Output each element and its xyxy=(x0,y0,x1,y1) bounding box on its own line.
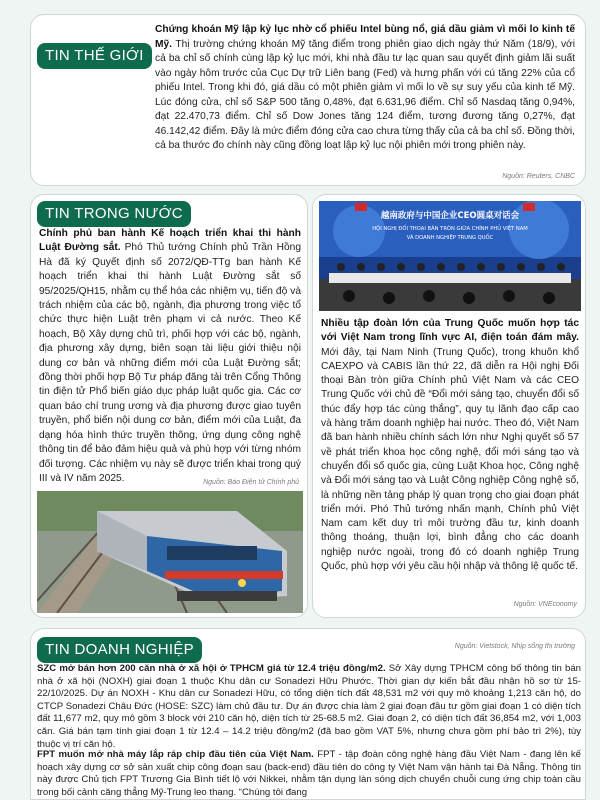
china-news-headline: Nhiều tập đoàn lớn của Trung Quốc muốn hợp tác với Việt Nam trong lĩnh vực AI, điện toán đám mây. xyxy=(321,318,579,344)
world-news-label: TIN THẾ GIỚI xyxy=(37,43,152,69)
china-news-source: Nguồn: VNEconomy xyxy=(513,601,577,608)
train-photo xyxy=(37,491,303,613)
business-news-card xyxy=(30,628,586,800)
business-news-source: Nguồn: Vietstock, Nhịp sống thị trường xyxy=(454,643,575,650)
domestic-news-text xyxy=(39,227,301,486)
world-news-headline: Chứng khoán Mỹ lập kỷ lục nhờ cổ phiếu Intel bùng nổ, giá dầu giảm vì mối lo kinh tế Mỹ. xyxy=(155,24,575,50)
world-news-body: Thị trường chứng khoán Mỹ tăng điểm trong phiên giao dịch ngày thứ Năm (18/9), với cả ba chỉ số chính cùng lập kỷ lục mới, khi nhà đầu tư lạc quan sau quyết định giảm lãi suất vào ngày hôm trước của Cục Dự trữ Liên bang (Fed) và hưng phấn với cú tăng 22% của cổ phiếu Intel. Trong khi đó, giá dầu có một phiên giảm vì mối lo về sự suy yếu của kinh tế Mỹ. Lúc đóng cửa, chỉ số S&P 500 tăng 0,48%, đạt 6.631,96 điểm. Chỉ số Nasdaq tăng 0,94%, đạt 22.470,73 điểm. Chỉ số Dow Jones tăng 124 điểm, tương đương tăng 0,27%, đạt 46.142,42 điểm. Đây là mức điểm đóng cửa cao chưa từng thấy của cả ba chỉ số. Đồng thời, cả ba thước đo chính này cũng đồng loạt lập kỷ lục nội phiên mới trong phiên này. xyxy=(155,38,575,151)
business-item2-headline: FPT muốn mở nhà máy lắp ráp chip đầu tiên của Việt Nam. xyxy=(37,749,314,760)
world-news-source: Nguồn: Reuters, CNBC xyxy=(502,173,575,180)
china-news-card xyxy=(312,194,586,618)
world-news-card xyxy=(30,14,586,186)
conference-banner-line1: 越南政府与中国企业CEO圆桌对话会 xyxy=(380,211,520,221)
china-news-text xyxy=(321,317,579,574)
business-news-label: TIN DOANH NGHIỆP xyxy=(37,637,202,663)
domestic-news-body: Phó Thủ tướng Chính phủ Trần Hồng Hà đã ký Quyết định số 2072/QĐ-TTg ban hành Kế hoạch triển khai thi hành Luật Đường sắt số 95/2025/QH15, nhằm cụ thể hóa các nhiệm vụ, tiến độ và trách nhiệm của các bộ, ngành, địa phương trong việc tổ chức thực hiện Luật trên phạm vi cả nước. Theo Kế hoạch, Bộ Xây dựng chủ trì, phối hợp với các bộ, ngành, địa phương xây dựng, biên soạn tài liệu giới thiệu nội dung cơ bản và những điểm mới của Luật Đường sắt; đồng thời phối hợp Bộ Tư pháp đăng tải trên Cổng Thông tin điện tử Phổ biến giáo dục pháp luật quốc gia. Các cơ quan báo chí trung ương và địa phương được giao tuyên truyền, phổ biến nội dung cơ bản, điểm mới của Luật, đa dạng hóa hình thức truyền thông, ứng dụng công nghệ thông tin để bảo đảm hiệu quả và phù hợp với từng nhóm đối tượng. Các nhiệm vụ này sẽ được triển khai trong quý III và IV năm 2025. xyxy=(39,242,301,484)
domestic-news-headline: Chính phủ ban hành Kế hoạch triển khai thi hành Luật Đường sắt. xyxy=(39,228,301,254)
domestic-news-label: TIN TRONG NƯỚC xyxy=(37,201,191,227)
domestic-news-card xyxy=(30,194,308,618)
business-item1 xyxy=(37,663,581,751)
conference-banner-line2: HỘI NGHỊ ĐỐI THOẠI BÀN TRÒN GIỮA CHÍNH PHỦ VIỆT NAM xyxy=(372,226,528,232)
domestic-news-source: Nguồn: Báo Điện tử Chính phủ xyxy=(203,479,299,486)
business-item1-body: Sở Xây dựng TPHCM công bố thông tin bán nhà ở xã hội (NOXH) giai đoạn 1 thuộc Khu dân cư Sonadezi Hữu Phước. Thời gian dự kiến bắt đầu nhận hồ sơ từ 15-22/10/2025. Dự án NOXH - Khu dân cư Sonadezi Hữu, có tổng diện tích đất 48,531 m2 với quy mô khoảng 1,213 căn hộ, do CTCP Sonadezi Châu Đức (HOSE: SZC) làm chủ đầu tư. Dự án được chia làm 2 giai đoạn đầu tư gồm giai đoạn 1 có diện tích đất 11,677 m2, quy mô gồm 3 block với 210 căn hộ, diện tích từ 25-68.5 m2. Giai đoạn 2, có diện tích đất 36,854 m2, với 1,003 căn. Giá bán tạm tính giai đoạn 1 từ 12.4 – 14.2 triệu đồng/m2 (đã bao gồm VAT 5%, nhưng chưa gồm phí bảo trì 2%), tùy thuộc vị trí căn hộ. xyxy=(37,663,581,750)
conference-photo xyxy=(319,201,581,311)
conference-banner-line3: VÀ DOANH NGHIỆP TRUNG QUỐC xyxy=(406,235,494,241)
business-item2-body: FPT - tập đoàn công nghệ hàng đầu Việt Nam - đang lên kế hoạch xây dựng cơ sở sản xuất chip công đoạn sau (back-end) đầu tiên do công ty Việt Nam vận hành tại Đà Nẵng. Thông tin này được Chủ tịch FPT Trương Gia Bình tiết lộ với Nikkei, nhằm tận dụng làn sóng dịch chuyển chuỗi cung ứng chip toàn cầu trong bối cảnh căng thẳng Mỹ-Trung leo thang. “Chúng tôi đang xyxy=(37,749,581,798)
china-news-body: Mới đây, tại Nam Ninh (Trung Quốc), trong khuôn khổ CAEXPO và CABIS lần thứ 22, đã diễn ra Hội nghị Đối thoại Bàn tròn giữa Chính phủ Việt Nam và các CEO Trung Quốc với chủ đề “Đổi mới sáng tạo, chuyển đổi số thúc đẩy hợp tác cùng thắng”, quy tụ lãnh đạo cấp cao và hàng trăm doanh nghiệp hai nước. Theo đó, Việt Nam đã ban hành nhiều chính sách lớn như Nghị quyết số 57 về phát triển khoa học công nghệ, đổi mới sáng tạo và chuyển đổi số quốc gia, cùng Luật Khoa học, Công nghệ và Đổi mới sáng tạo và Luật Công nghiệp Công nghệ số, là những nền tảng pháp lý quan trọng cho giai đoạn phát triển mới. Phó Thủ tướng nhấn mạnh, Chính phủ Việt Nam cam kết duy trì môi trường đầu tư, kinh doanh thông thoáng, thuận lợi, bình đẳng cho các doanh nghiệp nước ngoài, trong đó có doanh nghiệp Trung Quốc, phù hợp với yêu cầu hội nhập và thông lệ quốc tế. xyxy=(321,346,579,573)
business-item2 xyxy=(37,749,581,799)
business-item1-headline: SZC mở bán hơn 200 căn nhà ở xã hội ở TPHCM giá từ 12.4 triệu đồng/m2. xyxy=(37,663,386,674)
world-news-text xyxy=(155,23,575,154)
